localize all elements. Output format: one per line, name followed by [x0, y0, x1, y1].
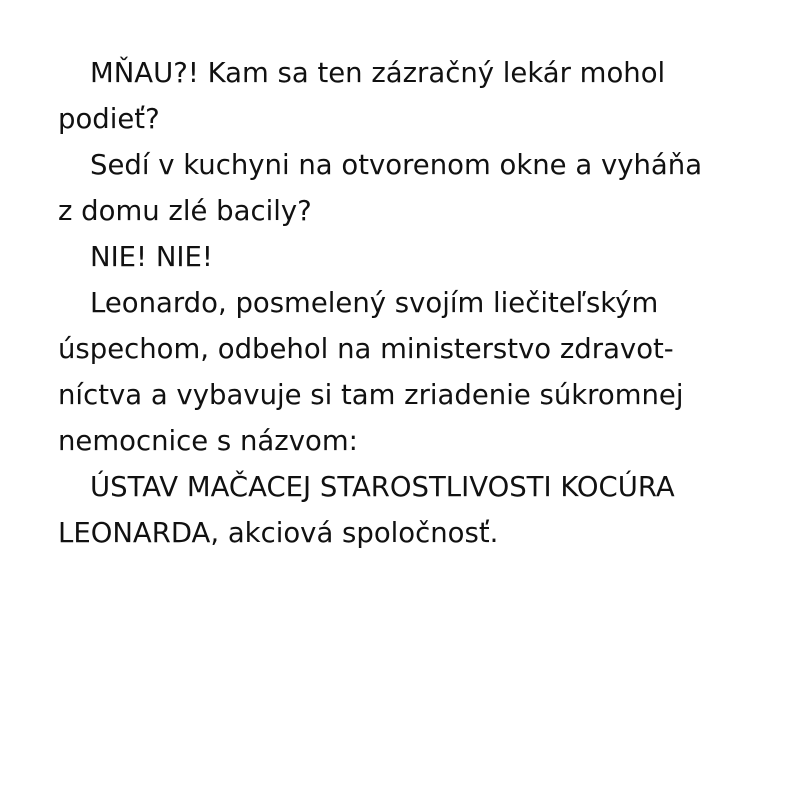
paragraph-5-line-2: LEONARDA, akciová spoločnosť. [58, 517, 499, 549]
paragraph-5-line-1: ÚSTAV MAČACEJ STAROSTLIVOSTI KOCÚRA [90, 471, 675, 503]
paragraph-4-line-2: úspechom, odbehol na ministerstvo zdravot- [58, 333, 674, 365]
paragraph-1-line-1: MŇAU?! Kam sa ten zázračný lekár mohol [90, 57, 666, 89]
story-text [58, 50, 748, 556]
paragraph-4-line-3: níctva a vybavuje si tam zriadenie súkromnej [58, 379, 684, 411]
paragraph-2-line-2: z domu zlé bacily? [58, 195, 312, 227]
paragraph-4-line-4: nemocnice s názvom: [58, 425, 358, 457]
paragraph-4-line-1: Leonardo, posmelený svojím liečiteľským [90, 287, 659, 319]
paragraph-2-line-1: Sedí v kuchyni na otvorenom okne a vyháňa [90, 149, 703, 181]
paragraph-3-line-1: NIE! NIE! [90, 241, 213, 273]
paragraph-1-line-2: podieť? [58, 103, 160, 135]
